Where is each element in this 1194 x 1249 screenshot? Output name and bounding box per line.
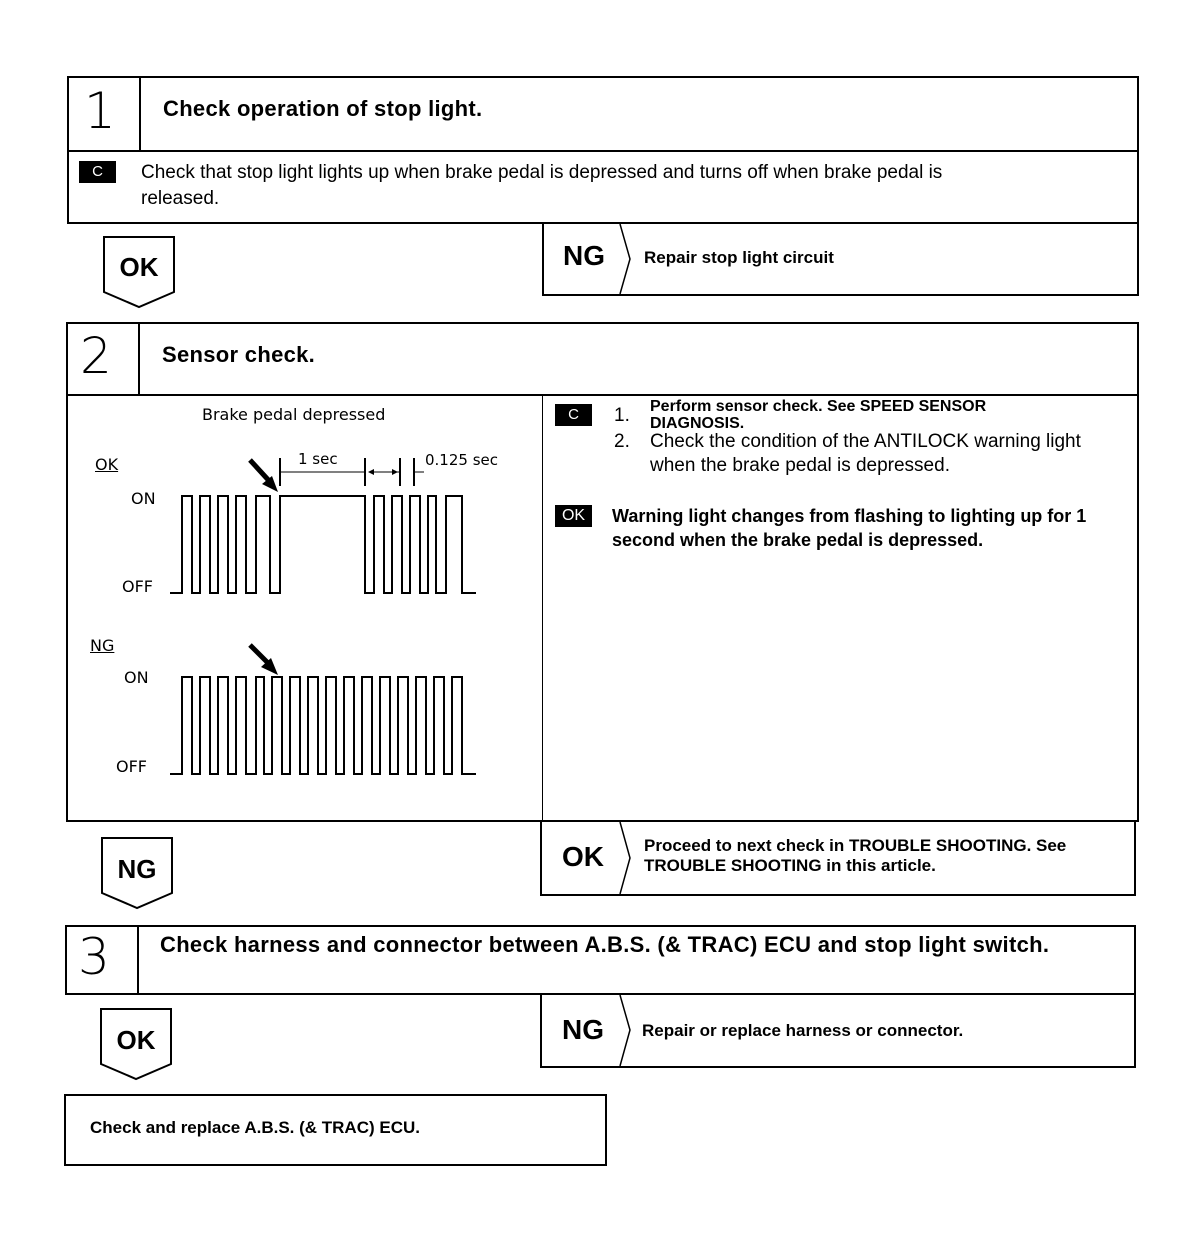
ok-on-label: ON bbox=[131, 489, 156, 508]
step1-check-text: Check that stop light lights up when brake pedal is depressed and turns off when brake pedal is released. bbox=[141, 162, 943, 209]
ng-waveform-tag: NG bbox=[90, 636, 115, 655]
ng-waveform bbox=[170, 677, 476, 774]
step3-number: 3 bbox=[78, 928, 110, 986]
ok-off-label: OFF bbox=[122, 577, 153, 596]
step3-number-divider bbox=[137, 927, 139, 993]
step3-ok-label: OK bbox=[116, 1025, 156, 1055]
dim-arrow-icon bbox=[368, 469, 374, 475]
instruction-2-number: 2. bbox=[614, 431, 630, 452]
waveform-diagram bbox=[160, 440, 580, 790]
step2-header-divider bbox=[68, 394, 1137, 396]
ok-waveform-tag: OK bbox=[95, 455, 119, 474]
step1-number-divider bbox=[139, 78, 141, 150]
ng-chevron-icon bbox=[616, 995, 636, 1066]
step1-ng-action: Repair stop light circuit bbox=[644, 248, 834, 267]
step2-number: 2 bbox=[80, 327, 112, 385]
step1-title: Check operation of stop light. bbox=[163, 96, 483, 121]
diagram-caption: Brake pedal depressed bbox=[202, 405, 386, 424]
step2-c-badge: C bbox=[555, 404, 592, 426]
ok-chevron-icon bbox=[616, 822, 636, 894]
step1-c-badge: C bbox=[79, 161, 116, 183]
dimension-0125-sec: 0.125 sec bbox=[425, 451, 499, 469]
ok-waveform bbox=[170, 496, 476, 593]
step1-ng-result[interactable] bbox=[542, 224, 1139, 296]
ng-on-label: ON bbox=[124, 668, 149, 687]
instruction-1-number: 1. bbox=[614, 405, 630, 426]
step2-ok-badge: OK bbox=[555, 505, 592, 527]
dim-arrow-icon bbox=[392, 469, 398, 475]
arrow-icon bbox=[250, 460, 278, 492]
final-action-text: Check and replace A.B.S. (& TRAC) ECU. bbox=[90, 1118, 420, 1137]
ng-chevron-icon bbox=[616, 224, 636, 294]
arrow-icon bbox=[250, 645, 278, 675]
step2-ng-label: NG bbox=[117, 854, 157, 884]
step2-ng-arrow[interactable] bbox=[101, 837, 173, 909]
step3-title: Check harness and connector between A.B.S. (& TRAC) ECU and stop light switch. bbox=[160, 932, 1050, 957]
step2-ok-action: Proceed to next check in TROUBLE SHOOTING. See TROUBLE SHOOTING in this article. bbox=[644, 836, 1067, 875]
ng-off-label: OFF bbox=[116, 757, 147, 776]
step2-title: Sensor check. bbox=[162, 342, 316, 367]
step1-ng-label: NG bbox=[563, 240, 605, 271]
step1-ok-arrow[interactable] bbox=[103, 236, 175, 308]
step2-ok-label: OK bbox=[562, 841, 604, 872]
step3-ok-arrow[interactable] bbox=[100, 1008, 172, 1080]
instruction-1-text: Perform sensor check. See SPEED SENSOR DIAGNOSIS. bbox=[650, 398, 987, 432]
dimension-1-sec: 1 sec bbox=[298, 450, 338, 468]
step1-number: 1 bbox=[84, 82, 116, 140]
step3-ng-label: NG bbox=[562, 1014, 604, 1045]
step3-ng-action: Repair or replace harness or connector. bbox=[642, 1021, 964, 1040]
step1-header-divider bbox=[69, 150, 1137, 152]
final-action-box[interactable] bbox=[64, 1094, 607, 1166]
step2-ok-text: Warning light changes from flashing to lighting up for 1 second when the brake pedal is depressed. bbox=[612, 506, 1087, 550]
step1-ok-label: OK bbox=[119, 252, 159, 282]
step2-number-divider bbox=[138, 324, 140, 394]
instruction-2-text: Check the condition of the ANTILOCK warning light when the brake pedal is depressed. bbox=[650, 431, 1081, 476]
